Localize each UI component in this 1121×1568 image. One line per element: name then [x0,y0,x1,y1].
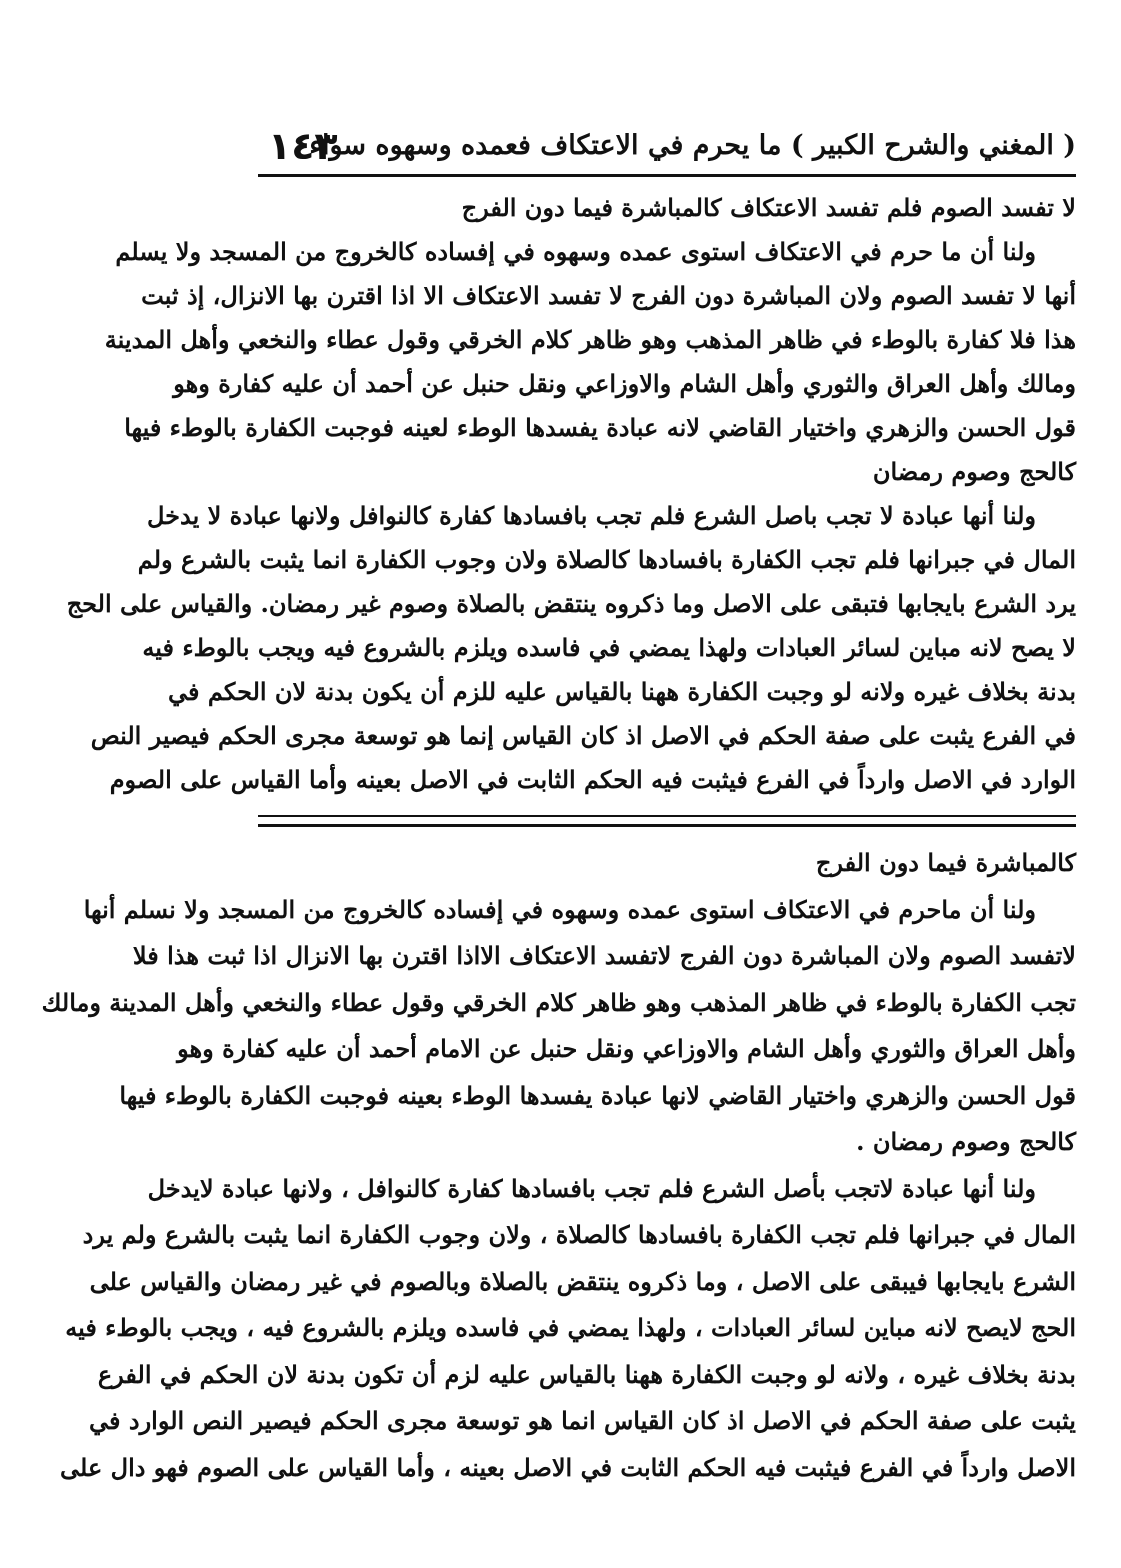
text-line: قول الحسن والزهري واختيار القاضي لانها عبادة يفسدها الوطء بعينه فوجبت الكفارة بالوطء فيها [119,1080,1076,1110]
text-line: يثبت على صفة الحكم في الاصل اذ كان القياس انما هو توسعة مجرى الحكم فيصير النص الوارد في [89,1406,1076,1435]
text-line: في الفرع يثبت على صفة الحكم في الاصل اذ كان القياس إنما هو توسعة مجرى الحكم فيصير النص [90,721,1076,750]
section-divider [258,815,1076,827]
text-line: المال في جبرانها فلم تجب الكفارة بافسادها كالصلاة ، ولان وجوب الكفارة انما يثبت بالشرع ولم يرد [82,1220,1076,1249]
text-line: ولنا أن ما حرم في الاعتكاف استوى عمده وسهوه في إفساده كالخروج من المسجد ولا يسلم [115,237,1036,266]
text-line: لاتفسد الصوم ولان المباشرة دون الفرج لاتفسد الاعتكاف الااذا اقترن بها الانزال اذا ثبت هذا فلا [132,941,1076,970]
text-line: لا تفسد الصوم فلم تفسد الاعتكاف كالمباشرة فيما دون الفرج [461,193,1076,222]
text-line: أنها لا تفسد الصوم ولان المباشرة دون الفرج لا تفسد الاعتكاف الا اذا اقترن بها الانزال، إذ ثبت [141,281,1076,310]
text-line: بدنة بخلاف غيره ، ولانه لو وجبت الكفارة ههنا بالقياس عليه لزم أن تكون بدنة لان الحكم في الفرع [97,1359,1076,1389]
text-line: كالحج وصوم رمضان . [856,1127,1076,1156]
text-line: بدنة بخلاف غيره ولانه لو وجبت الكفارة ههنا بالقياس عليه للزم أن يكون بدنة لان الحكم في [168,677,1076,706]
text-line: ولنا أنها عبادة لاتجب بأصل الشرع فلم تجب بافسادها كفارة كالنوافل ، ولانها عبادة لايدخل [147,1173,1036,1203]
text-line: قول الحسن والزهري واختيار القاضي لانه عبادة يفسدها الوطء لعينه فوجبت الكفارة بالوطء فيها [124,413,1076,442]
text-line: ولنا أنها عبادة لا تجب باصل الشرع فلم تجب بافسادها كفارة كالنوافل ولانها عبادة لا يدخل [146,501,1036,530]
text-line: ولنا أن ماحرم في الاعتكاف استوى عمده وسهوه في إفساده كالخروج من المسجد ولا نسلم أنها [83,894,1036,924]
text-line: الشرع بايجابها فيبقى على الاصل ، وما ذكروه ينتقض بالصلاة وبالصوم في غير رمضان والقياس على [89,1266,1076,1296]
text-line: المال في جبرانها فلم تجب الكفارة بافسادها كالصلاة ولان وجوب الكفارة انما يثبت بالشرع ولم [137,545,1076,574]
text-line: وأهل العراق والثوري وأهل الشام والاوزاعي ونقل حنبل عن الامام أحمد أن عليه كفارة وهو [177,1034,1076,1063]
text-line: الحج لايصح لانه مباين لسائر العبادات ، ولهذا يمضي في فاسده ويلزم بالشروع فيه ، ويجب بالوطء فيه [65,1313,1076,1342]
text-line: لا يصح لانه مباين لسائر العبادات ولهذا يمضي في فاسده ويلزم بالشروع فيه ويجب بالوطء فيه [142,633,1076,662]
page-number: ١٤٣ [268,124,338,168]
text-line: هذا فلا كفارة بالوطء في ظاهر المذهب وهو ظاهر كلام الخرقي وقول عطاء والنخعي وأهل المدينة [104,325,1076,354]
header-rule [258,174,1076,177]
text-line: ومالك وأهل العراق والثوري وأهل الشام والاوزاعي ونقل حنبل عن أحمد أن عليه كفارة وهو [173,369,1076,398]
text-line: الوارد في الاصل وارداً في الفرع فيثبت فيه الحكم الثابت في الاصل بعينه وأما القياس على الصوم [109,765,1076,794]
bottom-text-block [41,840,1076,1491]
text-line: كالحج وصوم رمضان [872,457,1076,486]
text-line: كالمباشرة فيما دون الفرج [815,848,1076,877]
running-title: ( المغني والشرح الكبير ) ما يحرم في الاعتكاف فعمده وسهوه سواء [309,130,1076,161]
top-text-block [66,186,1076,802]
text-line: يرد الشرع بايجابها فتبقى على الاصل وما ذكروه ينتقض بالصلاة وصوم غير رمضان. والقياس على الحج [66,589,1076,618]
text-line: تجب الكفارة بالوطء في ظاهر المذهب وهو ظاهر كلام الخرقي وقول عطاء والنخعي وأهل المدينة ومالك [41,987,1076,1017]
text-line: الاصل وارداً في الفرع فيثبت فيه الحكم الثابت في الاصل بعينه ، وأما القياس على الصوم فهو دال على [60,1452,1076,1482]
page-header [258,120,1076,178]
